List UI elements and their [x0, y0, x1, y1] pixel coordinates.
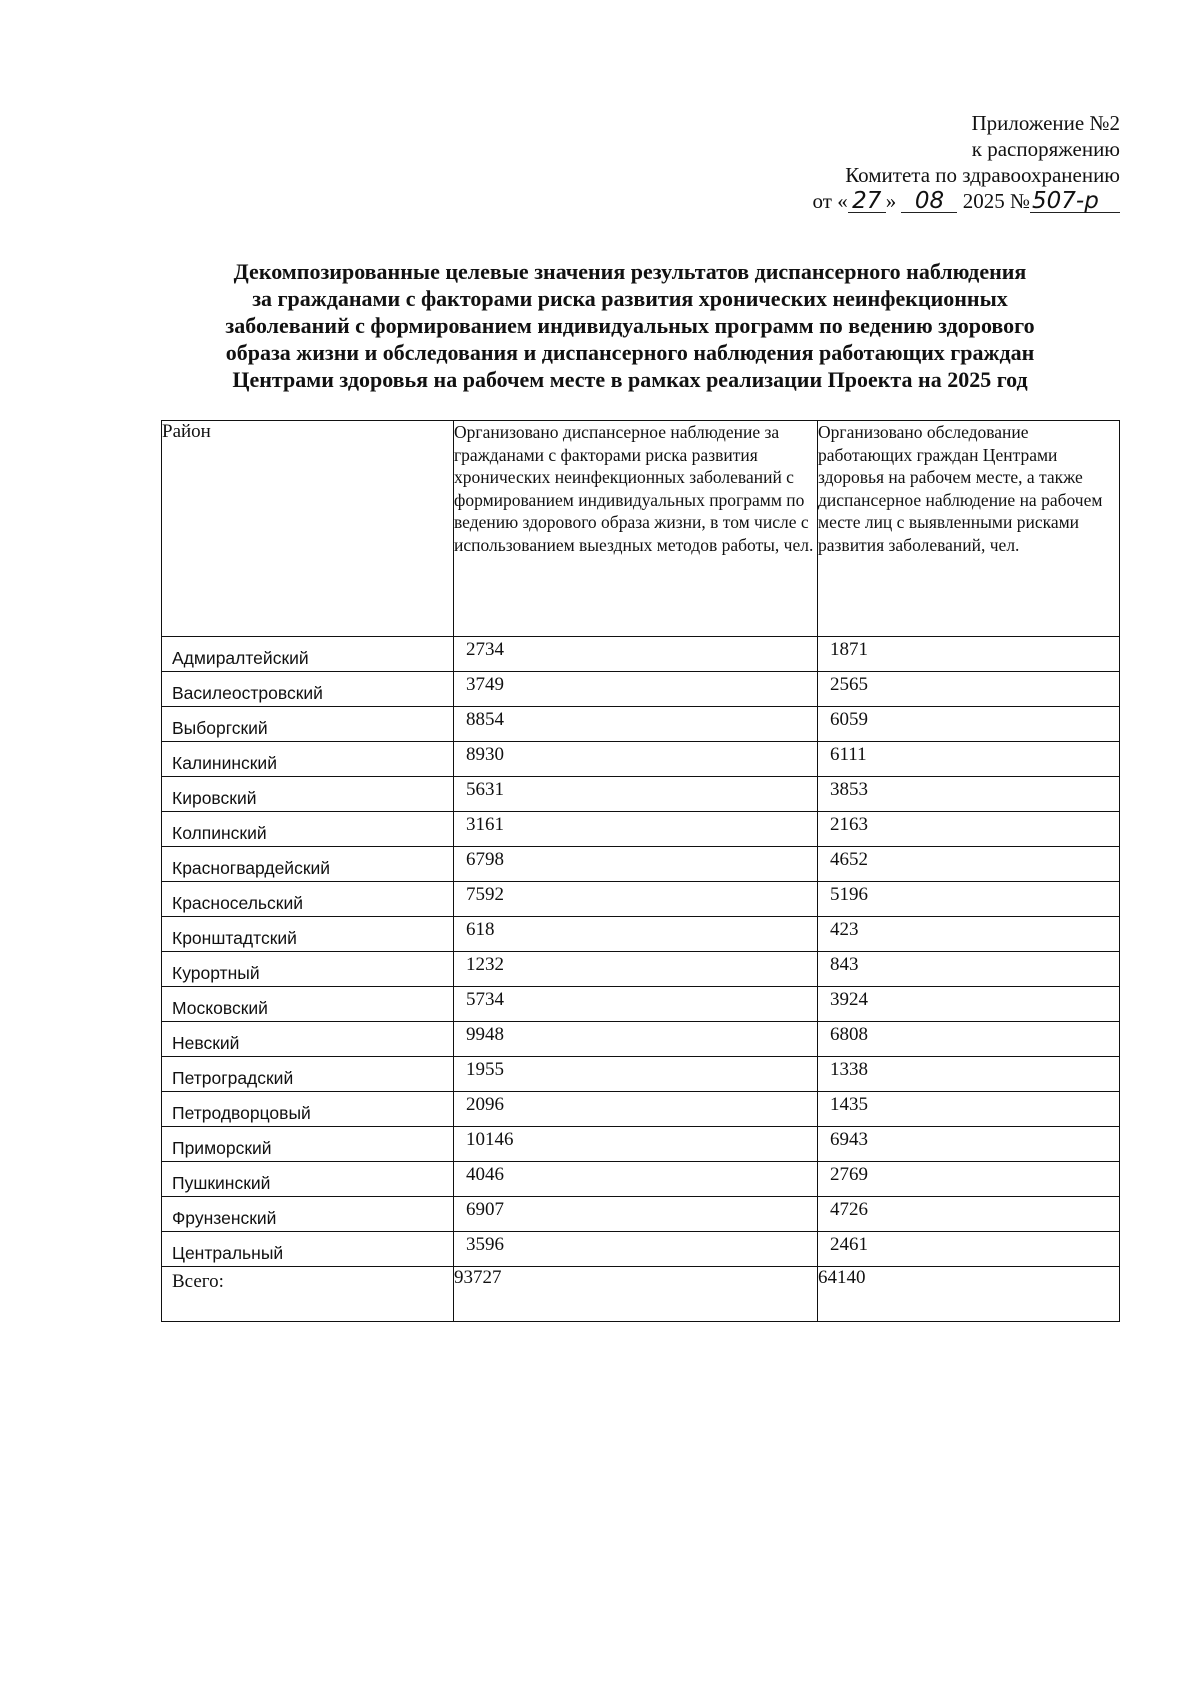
workers-value: 4726 [818, 1197, 1120, 1232]
total-label: Всего: [162, 1267, 454, 1322]
workers-value: 2565 [818, 672, 1120, 707]
document-title [155, 258, 1105, 393]
observation-value: 618 [454, 917, 818, 952]
table-row [162, 1092, 1120, 1127]
district-name: Пушкинский [162, 1162, 454, 1197]
table-row [162, 1127, 1120, 1162]
title-line: Декомпозированные целевые значения результатов диспансерного наблюдения [233, 259, 1027, 284]
table-total-row [162, 1267, 1120, 1322]
table-row [162, 1162, 1120, 1197]
column-header-district: Район [162, 421, 454, 637]
district-name: Невский [162, 1022, 454, 1057]
district-name: Петроградский [162, 1057, 454, 1092]
observation-value: 6798 [454, 847, 818, 882]
district-name: Калининский [162, 742, 454, 777]
appendix-number: Приложение №2 [971, 111, 1120, 135]
table-row [162, 672, 1120, 707]
document-number: 507-р [1030, 190, 1120, 213]
table-body [162, 637, 1120, 1322]
workers-value: 423 [818, 917, 1120, 952]
workers-value: 3853 [818, 777, 1120, 812]
district-targets-table [161, 420, 1120, 1322]
workers-value: 2461 [818, 1232, 1120, 1267]
appendix-order-ref: к распоряжению [971, 137, 1120, 161]
table-row [162, 847, 1120, 882]
observation-value: 7592 [454, 882, 818, 917]
table-row [162, 1057, 1120, 1092]
title-line: заболеваний с формированием индивидуальных программ по ведению здорового [225, 313, 1035, 338]
observation-value: 1232 [454, 952, 818, 987]
table-header-row [162, 421, 1120, 637]
table-row [162, 1022, 1120, 1057]
observation-value: 2734 [454, 637, 818, 672]
district-name: Курортный [162, 952, 454, 987]
table-row [162, 812, 1120, 847]
observation-value: 5631 [454, 777, 818, 812]
observation-value: 5734 [454, 987, 818, 1022]
appendix-header [720, 110, 1120, 214]
date-month: 08 [901, 190, 957, 213]
observation-value: 3596 [454, 1232, 818, 1267]
table-row [162, 707, 1120, 742]
workers-value: 6059 [818, 707, 1120, 742]
district-name: Фрунзенский [162, 1197, 454, 1232]
district-name: Кировский [162, 777, 454, 812]
observation-value: 4046 [454, 1162, 818, 1197]
workers-value: 6808 [818, 1022, 1120, 1057]
workers-value: 1338 [818, 1057, 1120, 1092]
district-name: Колпинский [162, 812, 454, 847]
title-line: за гражданами с факторами риска развития хронических неинфекционных [252, 286, 1008, 311]
observation-value: 6907 [454, 1197, 818, 1232]
district-name: Выборгский [162, 707, 454, 742]
district-name: Василеостровский [162, 672, 454, 707]
title-line: Центрами здоровья на рабочем месте в рамках реализации Проекта на 2025 год [232, 367, 1028, 392]
observation-value: 9948 [454, 1022, 818, 1057]
table-row [162, 1197, 1120, 1232]
workers-value: 4652 [818, 847, 1120, 882]
workers-value: 5196 [818, 882, 1120, 917]
date-year: 2025 № [962, 189, 1030, 213]
title-line: образа жизни и обследования и диспансерного наблюдения работающих граждан [225, 340, 1035, 365]
observation-value: 1955 [454, 1057, 818, 1092]
observation-value: 3161 [454, 812, 818, 847]
district-name: Адмиралтейский [162, 637, 454, 672]
table-row [162, 742, 1120, 777]
date-day: 27 [848, 190, 886, 213]
workers-value: 1435 [818, 1092, 1120, 1127]
total-workers-value: 64140 [818, 1267, 1120, 1322]
column-header-observation: Организовано диспансерное наблюдение за гражданами с факторами риска развития хронических неинфекционных заболеваний с формированием индивидуальных программ по ведению здорового образа жизни, в том числе с использованием выездных методов работы, чел. [454, 421, 818, 637]
date-separator: » [885, 189, 897, 213]
observation-value: 8854 [454, 707, 818, 742]
table-row [162, 637, 1120, 672]
district-name: Московский [162, 987, 454, 1022]
district-name: Петродворцовый [162, 1092, 454, 1127]
district-name: Красногвардейский [162, 847, 454, 882]
observation-value: 2096 [454, 1092, 818, 1127]
observation-value: 3749 [454, 672, 818, 707]
total-observation-value: 93727 [454, 1267, 818, 1322]
workers-value: 2769 [818, 1162, 1120, 1197]
table-row [162, 952, 1120, 987]
district-name: Центральный [162, 1232, 454, 1267]
workers-value: 6111 [818, 742, 1120, 777]
column-header-workers: Организовано обследование работающих граждан Центрами здоровья на рабочем месте, а также диспансерное наблюдение на рабочем месте лиц с выявленными рисками развития заболеваний, чел. [818, 421, 1120, 637]
observation-value: 10146 [454, 1127, 818, 1162]
table-row [162, 1232, 1120, 1267]
appendix-committee: Комитета по здравоохранению [845, 163, 1120, 187]
district-name: Кронштадтский [162, 917, 454, 952]
workers-value: 3924 [818, 987, 1120, 1022]
workers-value: 6943 [818, 1127, 1120, 1162]
table-row [162, 917, 1120, 952]
table-row [162, 987, 1120, 1022]
date-prefix: от « [812, 189, 848, 213]
district-name: Приморский [162, 1127, 454, 1162]
workers-value: 1871 [818, 637, 1120, 672]
table-row [162, 882, 1120, 917]
appendix-date-line [720, 188, 1120, 214]
workers-value: 2163 [818, 812, 1120, 847]
table-row [162, 777, 1120, 812]
observation-value: 8930 [454, 742, 818, 777]
district-name: Красносельский [162, 882, 454, 917]
workers-value: 843 [818, 952, 1120, 987]
